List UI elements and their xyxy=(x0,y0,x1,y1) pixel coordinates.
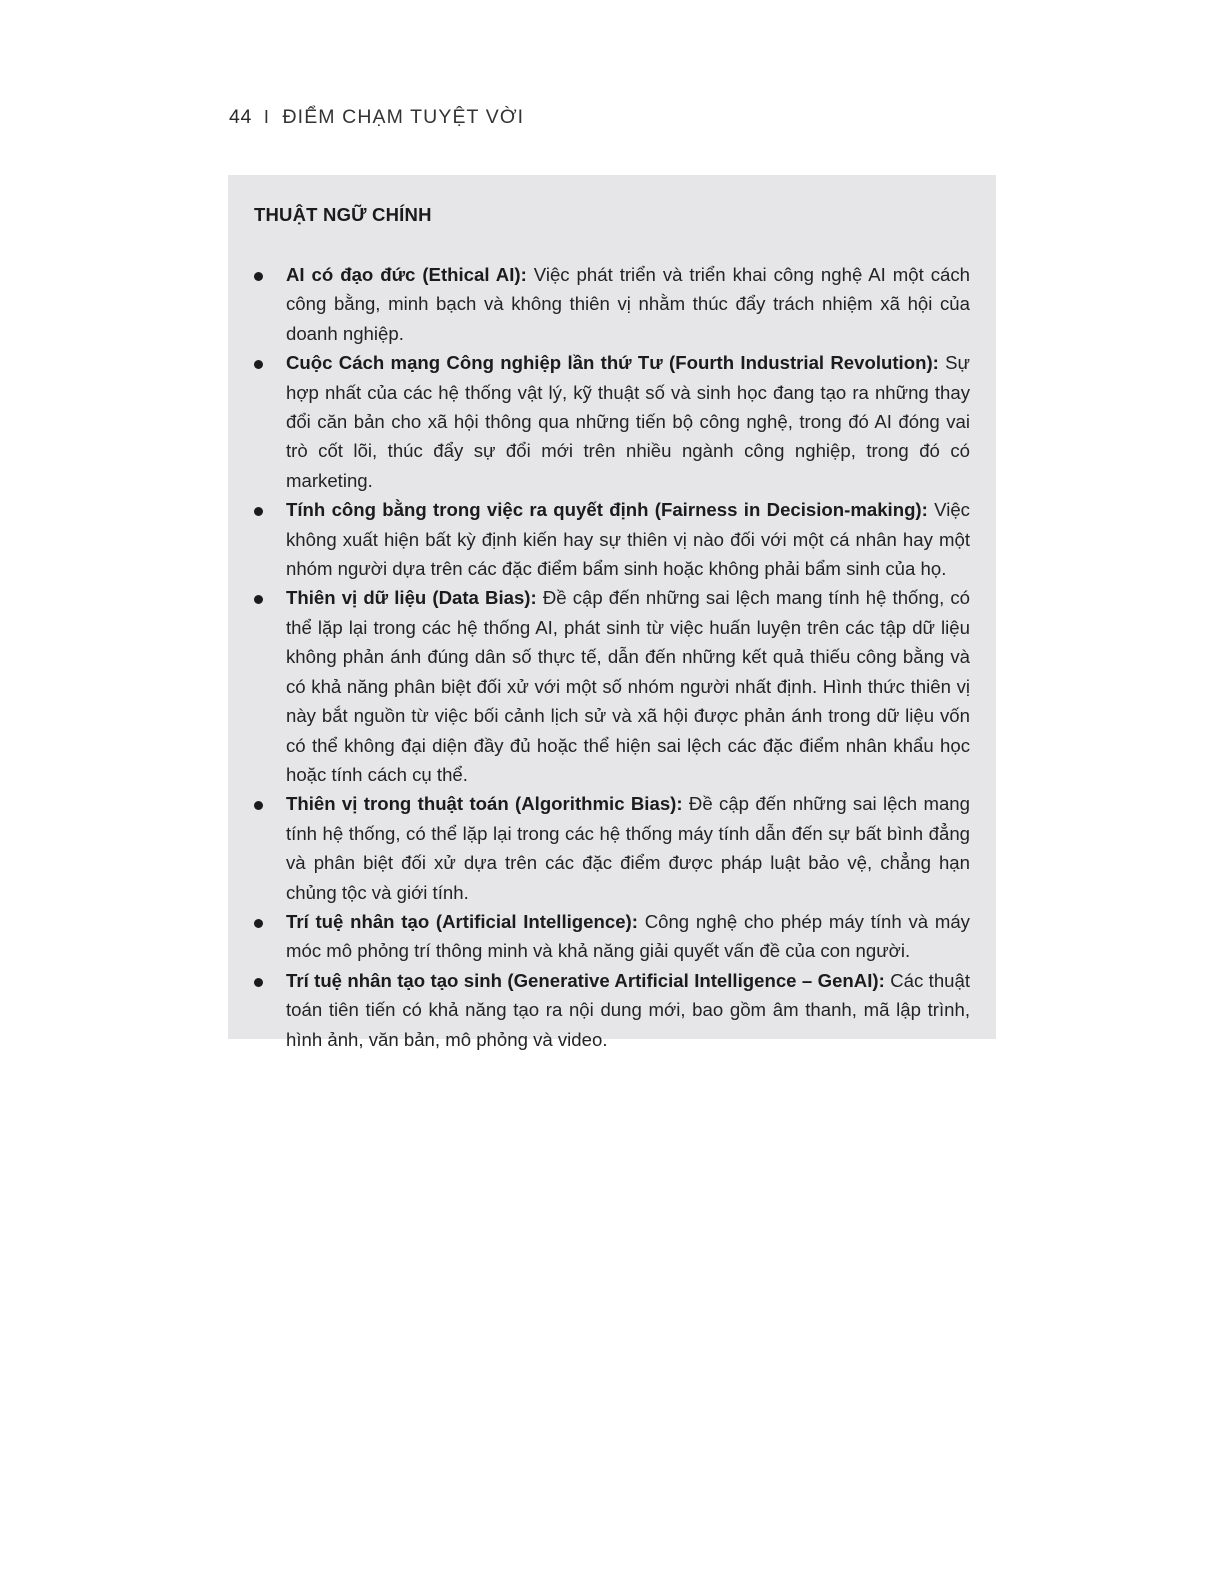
term-name: Trí tuệ nhân tạo tạo sinh (Generative Artificial Intelligence – GenAI): xyxy=(286,969,885,991)
term-name: Tính công bằng trong việc ra quyết định (Fairness in Decision-making): xyxy=(286,499,928,521)
header-separator: I xyxy=(263,107,270,127)
list-item xyxy=(254,907,970,966)
list-item xyxy=(254,348,970,495)
list-item xyxy=(254,583,970,789)
running-header xyxy=(229,106,524,129)
list-item xyxy=(254,495,970,583)
term-definition: Đề cập đến những sai lệch mang tính hệ thống, có thể lặp lại trong các hệ thống AI, phát sinh từ việc huấn luyện trên các tập dữ liệu không phản ánh đúng dân số thực tế, dẫn đến những kết quả thiếu công bằng và có khả năng phân biệt đối xử với một số nhóm người nhất định. Hình thức thiên vị này bắt nguồn từ việc bối cảnh lịch sử và xã hội được phản ánh trong dữ liệu vốn có thể không đại diện đầy đủ hoặc thể hiện sai lệch các đặc điểm nhân khẩu học hoặc tính cách cụ thể. xyxy=(286,587,970,785)
term-definition: Việc không xuất hiện bất kỳ định kiến hay sự thiên vị nào đối với một cá nhân hay một nhóm người dựa trên các đặc điểm bẩm sinh hoặc không phải bẩm sinh của họ. xyxy=(286,499,970,580)
term-name: Trí tuệ nhân tạo (Artificial Intelligence): xyxy=(286,910,638,932)
bullet-icon xyxy=(254,978,263,987)
term-definition: Các thuật toán tiên tiến có khả năng tạo ra nội dung mới, bao gồm âm thanh, mã lập trình, hình ảnh, văn bản, mô phỏng và video. xyxy=(286,969,971,1050)
glossary-title: THUẬT NGỮ CHÍNH xyxy=(254,204,432,225)
list-item xyxy=(254,789,970,907)
key-terms-box xyxy=(228,175,996,1050)
bullet-icon xyxy=(254,272,263,281)
terms-list xyxy=(254,260,970,1054)
bullet-icon xyxy=(254,919,263,928)
term-name: AI có đạo đức (Ethical AI): xyxy=(286,264,527,285)
term-name: Thiên vị dữ liệu (Data Bias): xyxy=(286,587,537,609)
term-name: Cuộc Cách mạng Công nghiệp lần thứ Tư (Fourth Industrial Revolution): xyxy=(286,352,939,374)
term-definition: Công nghệ cho phép máy tính và máy móc mô phỏng trí thông minh và khả năng giải quyết vấn đề của con người. xyxy=(286,910,970,962)
term-definition: Đề cập đến những sai lệch mang tính hệ thống, có thể lặp lại trong các hệ thống máy tính dẫn đến sự bất bình đẳng và phân biệt đối xử dựa trên các đặc điểm được pháp luật bảo vệ, chẳng hạn chủng tộc và giới tính. xyxy=(286,793,970,903)
bullet-icon xyxy=(254,595,263,604)
bullet-icon xyxy=(254,360,263,369)
list-item xyxy=(254,260,970,348)
bullet-icon xyxy=(254,801,263,810)
term-definition: Việc phát triển và triển khai công nghệ AI một cách công bằng, minh bạch và không thiên vị nhằm thúc đẩy trách nhiệm xã hội của doanh nghiệp. xyxy=(286,264,970,344)
page-number: 44 xyxy=(229,106,252,128)
bullet-icon xyxy=(254,507,263,516)
term-definition: Sự hợp nhất của các hệ thống vật lý, kỹ thuật số và sinh học đang tạo ra những thay đổi căn bản cho xã hội thông qua những tiến bộ công nghệ, trong đó AI đóng vai trò cốt lõi, thúc đẩy sự đổi mới trên nhiều ngành công nghiệp, trong đó có marketing. xyxy=(286,352,970,491)
book-title: ĐIỂM CHẠM TUYỆT VỜI xyxy=(282,106,525,128)
list-item xyxy=(254,966,970,1054)
term-name: Thiên vị trong thuật toán (Algorithmic Bias): xyxy=(286,793,683,815)
